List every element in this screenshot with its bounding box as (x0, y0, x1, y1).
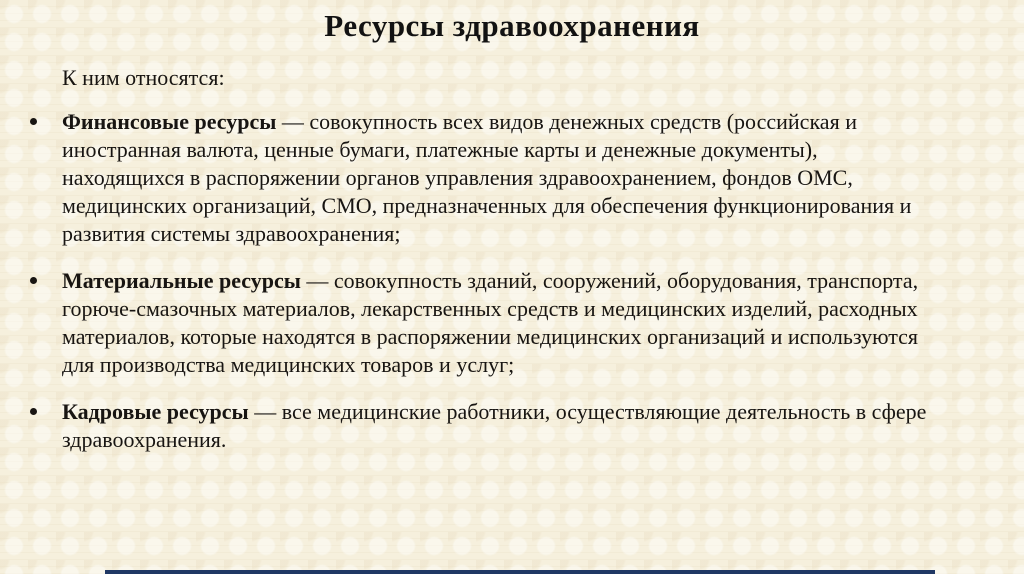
bullet-term: Материальные ресурсы (62, 268, 301, 293)
footer-divider (105, 570, 935, 574)
bullet-icon (30, 408, 37, 415)
bullet-dash: — (248, 399, 282, 424)
bullet-dash: — (300, 268, 334, 293)
slide-title: Ресурсы здравоохранения (324, 8, 700, 43)
intro-text: К ним относятся: (62, 65, 225, 90)
bullet-description: совокупность зданий, сооружений, оборудования, транспорта, горюче-смазочных материалов, лекарственных средств и медицинских изделий, расходных материалов, которые находятся в распоряжении медицинских организаций и используются для производства медицинских товаров и услуг; (62, 268, 919, 377)
list-item (28, 398, 933, 454)
bullet-term: Кадровые ресурсы (62, 399, 249, 424)
list-item (28, 108, 933, 248)
bullet-dash: — (276, 109, 310, 134)
bullet-description: совокупность всех видов денежных средств (российская и иностранная валюта, ценные бумаги, платежные карты и денежные документы), находящихся в распоряжении органов управления здравоохранением, фондов ОМС, медицинских организаций, СМО, предназначенных для обеспечения функционирования и развития системы здравоохранения; (62, 109, 912, 246)
bullet-icon (30, 277, 37, 284)
bullet-term: Финансовые ресурсы (62, 109, 277, 134)
bullet-list (28, 108, 933, 473)
bullet-icon (30, 118, 37, 125)
list-item (28, 267, 933, 379)
bullet-description: все медицинские работники, осуществляющие деятельность в сфере здравоохранения. (62, 399, 927, 452)
